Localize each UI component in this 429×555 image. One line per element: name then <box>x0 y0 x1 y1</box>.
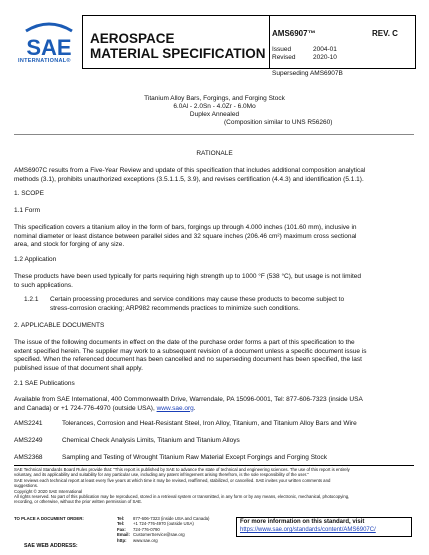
header-divider <box>269 15 270 69</box>
application-heading: 1.2 Application <box>14 256 57 263</box>
issued-label: Issued <box>272 46 292 53</box>
revised-date: 2020-10 <box>313 54 337 61</box>
superseding-note: Superseding AMS6907B <box>272 70 343 77</box>
footer-legal: SAE Technical Standards Board Rules provide that: "This report is published by SAE to advance the state of technical and engineering sciences. The use of this report is entirely voluntary, and its applicability and suitability for any particular use, including any patent infringement arising therefrom, is the sole responsibility of the user." SAE reviews each technical report at least every five years at which time it may be revised, reaffirmed, stabilized, or cancelled. SAE invites your written comments and suggestions. Copyright © 2020 SAE International All rights reserved. No part of this publication may be reproduced, stored in a retrieval system or transmitted, in any form or by any means, electronic, mechanical, photocopying, recording, or otherwise, without the prior written permission of SAE. <box>14 467 350 505</box>
ref-desc: Chemical Check Analysis Limits, Titanium and Titanium Alloys <box>62 437 240 444</box>
sae-publications-heading: 2.1 SAE Publications <box>14 380 75 387</box>
doc-title-line2: 6.0Al - 2.0Sn - 4.0Zr - 6.0Mo <box>173 103 256 110</box>
subclause-text: Certain processing procedures and service conditions may cause these products to become subject to stress-corrosion cracking; ARP982 recommends practices to minimize such conditions. <box>50 296 345 312</box>
standard-link[interactable]: https://www.sae.org/standards/content/AMS6907C/ <box>240 527 376 533</box>
ref-desc: Tolerances, Corrosion and Heat-Resistant Steel, Iron Alloy, Titanium, and Titanium Alloy Bars and Wire <box>62 420 357 427</box>
scope-heading: 1. SCOPE <box>14 190 44 197</box>
contact-block: Tel: 877-606-7323 (inside USA and Canada) Tel: +1 724-776-4970 (outside USA) Fax: 724-776-0790 Email: CustomerService@sae.org http: www.sae.org <box>117 516 210 543</box>
more-info-text: For more information on this standard, visit <box>240 519 365 525</box>
divider-rule <box>14 134 414 135</box>
form-text: This specification covers a titanium alloy in the form of bars, forgings up through 4.000 inches (101.60 mm), inclusive in nominal diameter or least distance between parallel sides and 32 square inches (206.46 cm²) maximum cross sectional area, and stock for forging of any size. <box>14 224 357 249</box>
ref-code: AMS2249 <box>14 437 43 444</box>
rationale-text: AMS6907C results from a Five-Year Review and update of this specification that includes additional composition analytical methods (3.1), prohibits unauthorized exceptions (3.5.1.1.5, 3.9), and revises certification (4.4.3) and identification (5.1.1). <box>14 167 366 183</box>
document-type-title: AEROSPACE MATERIAL SPECIFICATION <box>90 31 266 61</box>
ref-desc: Sampling and Testing of Wrought Titanium Raw Material Except Forgings and Forging Stock <box>62 454 327 461</box>
form-heading: 1.1 Form <box>14 207 41 214</box>
applicable-docs-text: The issue of the following documents in effect on the date of the purchase order forms a part of this specification to the extent specified herein. The supplier may work to a subsequent revision of a document unless a specific document issue is specified. When the referenced document has been cancelled and no superseding document has been specified, the last published issue of that document shall apply. <box>14 339 367 372</box>
web-address-label: SAE WEB ADDRESS: <box>24 543 78 549</box>
ref-code: AMS2241 <box>14 420 43 427</box>
applicable-docs-heading: 2. APPLICABLE DOCUMENTS <box>14 322 105 329</box>
document-number: AMS6907™ <box>272 29 316 38</box>
doc-title-line1: Titanium Alloy Bars, Forgings, and Forging Stock <box>144 95 285 102</box>
rationale-heading: RATIONALE <box>196 150 233 157</box>
footer-rule <box>14 465 414 466</box>
logo-subtitle: INTERNATIONAL® <box>18 58 71 64</box>
revision-label: REV. C <box>372 29 398 38</box>
sae-website-link[interactable]: www.sae.org <box>156 404 194 412</box>
doc-title-line4: (Composition similar to UNS R56260) <box>224 119 333 126</box>
order-label: TO PLACE A DOCUMENT ORDER: <box>14 516 84 521</box>
svg-text:SAE: SAE <box>26 35 72 60</box>
application-text: These products have been used typically for parts requiring high strength up to 1000 °F (538 °C), but usage is not limited to such applications. <box>14 273 362 289</box>
issued-date: 2004-01 <box>313 46 337 53</box>
subclause-number: 1.2.1 <box>24 296 39 303</box>
sae-publications-text: Available from SAE International, 400 Commonwealth Drive, Warrendale, PA 15096-0001, Tel: 877-606-7323 (inside USA and Canada) or +1 724-776-4970 (outside USA), www.sae.org. <box>14 396 363 412</box>
ref-code: AMS2368 <box>14 454 43 461</box>
doc-title-line3: Duplex Annealed <box>189 111 240 118</box>
revised-label: Revised <box>272 54 296 61</box>
